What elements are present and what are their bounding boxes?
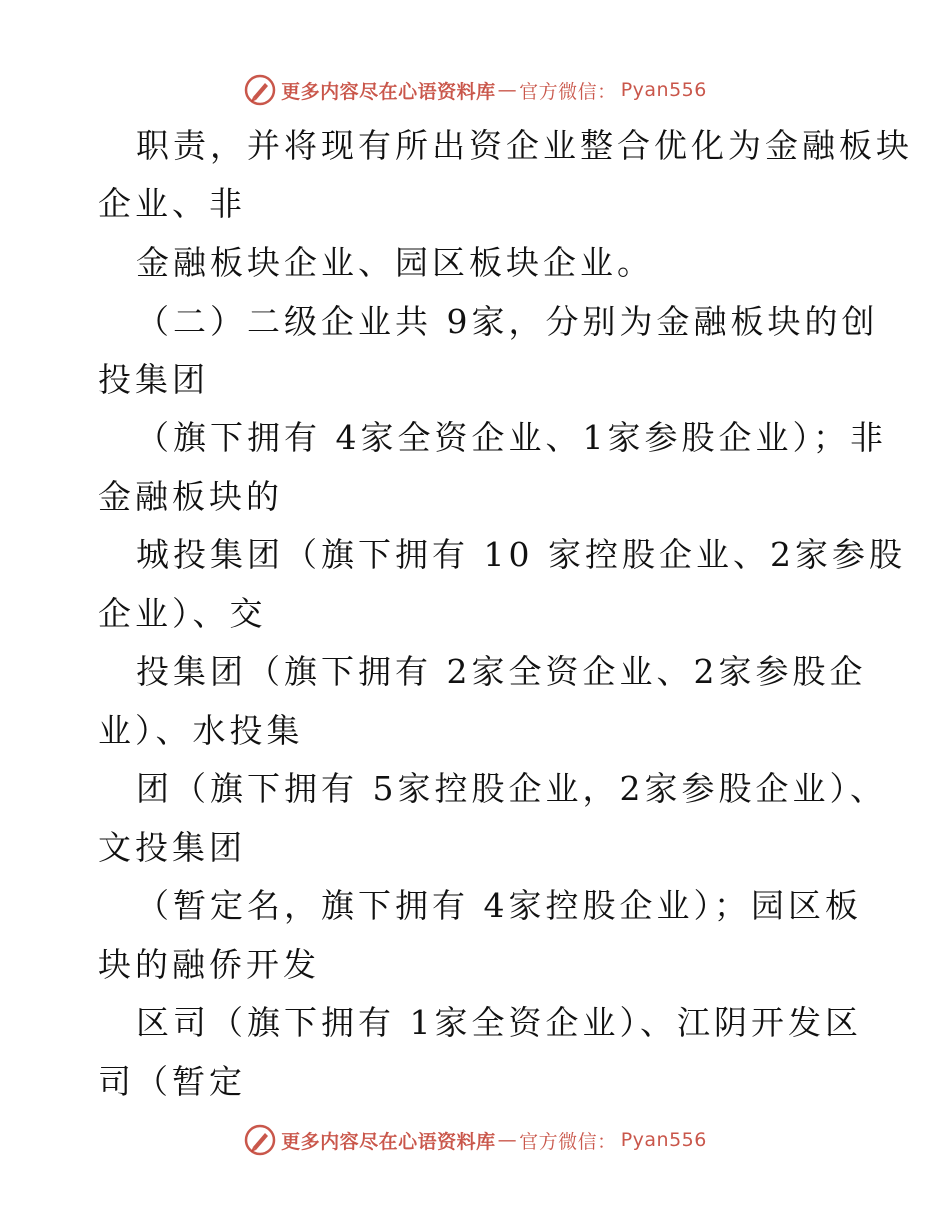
body-line-16: 区司（旗下拥有 1家全资企业）、江阴开发区 [136, 1003, 862, 1042]
watermark-dash: — [497, 1129, 518, 1151]
body-line-11: 业）、水投集 [98, 711, 304, 750]
watermark-header [0, 70, 950, 110]
body-line-14: （暂定名，旗下拥有 4家控股企业）；园区板 [136, 886, 862, 925]
body-line-1: 职责，并将现有所出资企业整合优化为金融板块 [136, 126, 913, 165]
watermark-dash: — [497, 79, 518, 101]
body-line-2: 企业、非 [98, 184, 246, 223]
body-line-12: 团（旗下拥有 5家控股企业，2家参股企业）、 [136, 769, 887, 808]
body-line-17: 司（暂定 [98, 1062, 246, 1101]
watermark-main-text: 更多内容尽在心语资料库 [281, 1130, 496, 1153]
watermark-label: 官方微信： [519, 80, 617, 103]
body-line-15: 块的融侨开发 [98, 945, 320, 984]
watermark-footer [0, 1120, 950, 1160]
watermark-label: 官方微信： [519, 1130, 617, 1153]
body-line-13: 文投集团 [98, 828, 246, 867]
body-line-8: 城投集团（旗下拥有 10 家控股企业、2家参股 [136, 535, 906, 574]
body-line-7: 金融板块的 [98, 477, 283, 516]
body-line-4: （二）二级企业共 9家，分别为金融板块的创 [136, 302, 879, 341]
body-line-6: （旗下拥有 4家全资企业、1家参股企业）；非 [136, 418, 887, 457]
pen-logo-icon [243, 1123, 277, 1157]
pen-logo-icon [243, 73, 277, 107]
watermark-wechat-id: Pyan556 [620, 79, 707, 101]
watermark-wechat-id: Pyan556 [620, 1129, 707, 1151]
body-line-5: 投集团 [98, 360, 209, 399]
body-line-3: 金融板块企业、园区板块企业。 [136, 243, 654, 282]
body-line-9: 企业）、交 [98, 594, 267, 633]
watermark-main-text: 更多内容尽在心语资料库 [281, 80, 496, 103]
body-line-10: 投集团（旗下拥有 2家全资企业、2家参股企 [136, 652, 867, 691]
